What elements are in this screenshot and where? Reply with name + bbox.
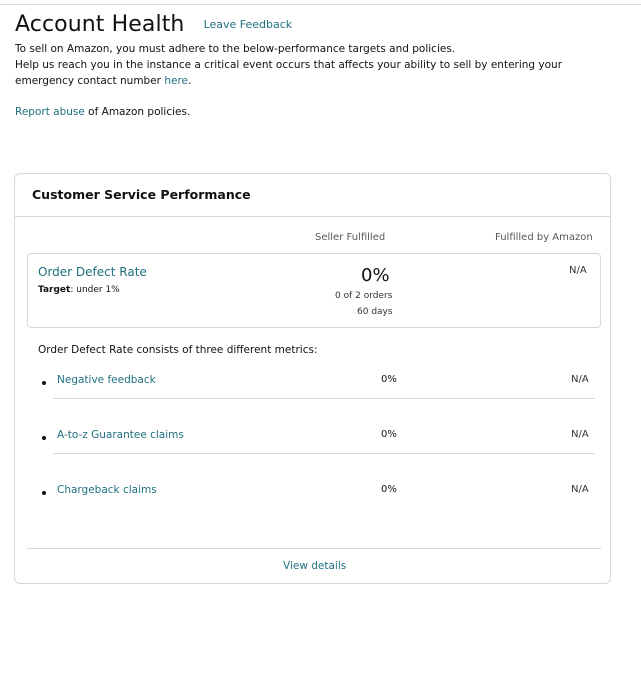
metric-row-chargeback-claims [15, 484, 610, 539]
odr-fba-value: N/A [569, 265, 587, 276]
view-details-link[interactable]: View details [283, 560, 347, 572]
emergency-contact-link[interactable]: here [164, 75, 189, 87]
metrics-intro: Order Defect Rate consists of three different metrics: [38, 344, 318, 356]
order-defect-rate-box [27, 253, 601, 328]
odr-target-label: Target [38, 285, 71, 295]
top-divider [0, 4, 641, 5]
report-abuse-link[interactable]: Report abuse [15, 106, 85, 118]
metric-row-a-to-z-claims [15, 429, 610, 484]
negative-feedback-seller-value: 0% [381, 374, 397, 385]
metric-divider [53, 453, 595, 454]
chargeback-claims-link[interactable]: Chargeback claims [57, 484, 157, 496]
card-header-divider [15, 216, 610, 217]
bullet-icon [42, 381, 46, 385]
customer-service-performance-card [14, 173, 611, 584]
intro-line-2 [15, 57, 615, 89]
chargeback-claims-fba-value: N/A [571, 484, 589, 495]
negative-feedback-fba-value: N/A [571, 374, 589, 385]
metric-divider [53, 398, 595, 399]
report-abuse-suffix: of Amazon policies. [84, 106, 191, 118]
bullet-icon [42, 436, 46, 440]
odr-target-value: : under 1% [70, 285, 120, 295]
column-header-seller-fulfilled: Seller Fulfilled [315, 232, 386, 243]
page-title: Account Health [15, 12, 185, 37]
odr-order-count: 0 of 2 orders [335, 291, 393, 301]
negative-feedback-link[interactable]: Negative feedback [57, 374, 156, 386]
odr-period: 60 days [357, 307, 393, 317]
order-defect-rate-link[interactable]: Order Defect Rate [38, 265, 147, 279]
intro-line-1: To sell on Amazon, you must adhere to the below-performance targets and policies. [15, 43, 456, 55]
bullet-icon [42, 491, 46, 495]
card-footer-divider [27, 548, 601, 549]
intro-text [15, 41, 615, 89]
a-to-z-claims-fba-value: N/A [571, 429, 589, 440]
page-header [15, 12, 292, 37]
intro-line-2-suffix: . [188, 75, 192, 87]
leave-feedback-link[interactable]: Leave Feedback [203, 18, 293, 31]
a-to-z-claims-link[interactable]: A-to-z Guarantee claims [57, 429, 184, 441]
card-title: Customer Service Performance [32, 187, 251, 202]
column-header-fulfilled-by-amazon: Fulfilled by Amazon [495, 232, 593, 243]
report-abuse-line [15, 104, 190, 120]
odr-seller-value: 0% [361, 265, 390, 286]
chargeback-claims-seller-value: 0% [381, 484, 397, 495]
odr-target [38, 285, 120, 295]
intro-line-2-text: Help us reach you in the instance a critical event occurs that affects your ability to sell by entering your emergency contact number [15, 59, 563, 87]
a-to-z-claims-seller-value: 0% [381, 429, 397, 440]
metric-row-negative-feedback [15, 374, 610, 429]
